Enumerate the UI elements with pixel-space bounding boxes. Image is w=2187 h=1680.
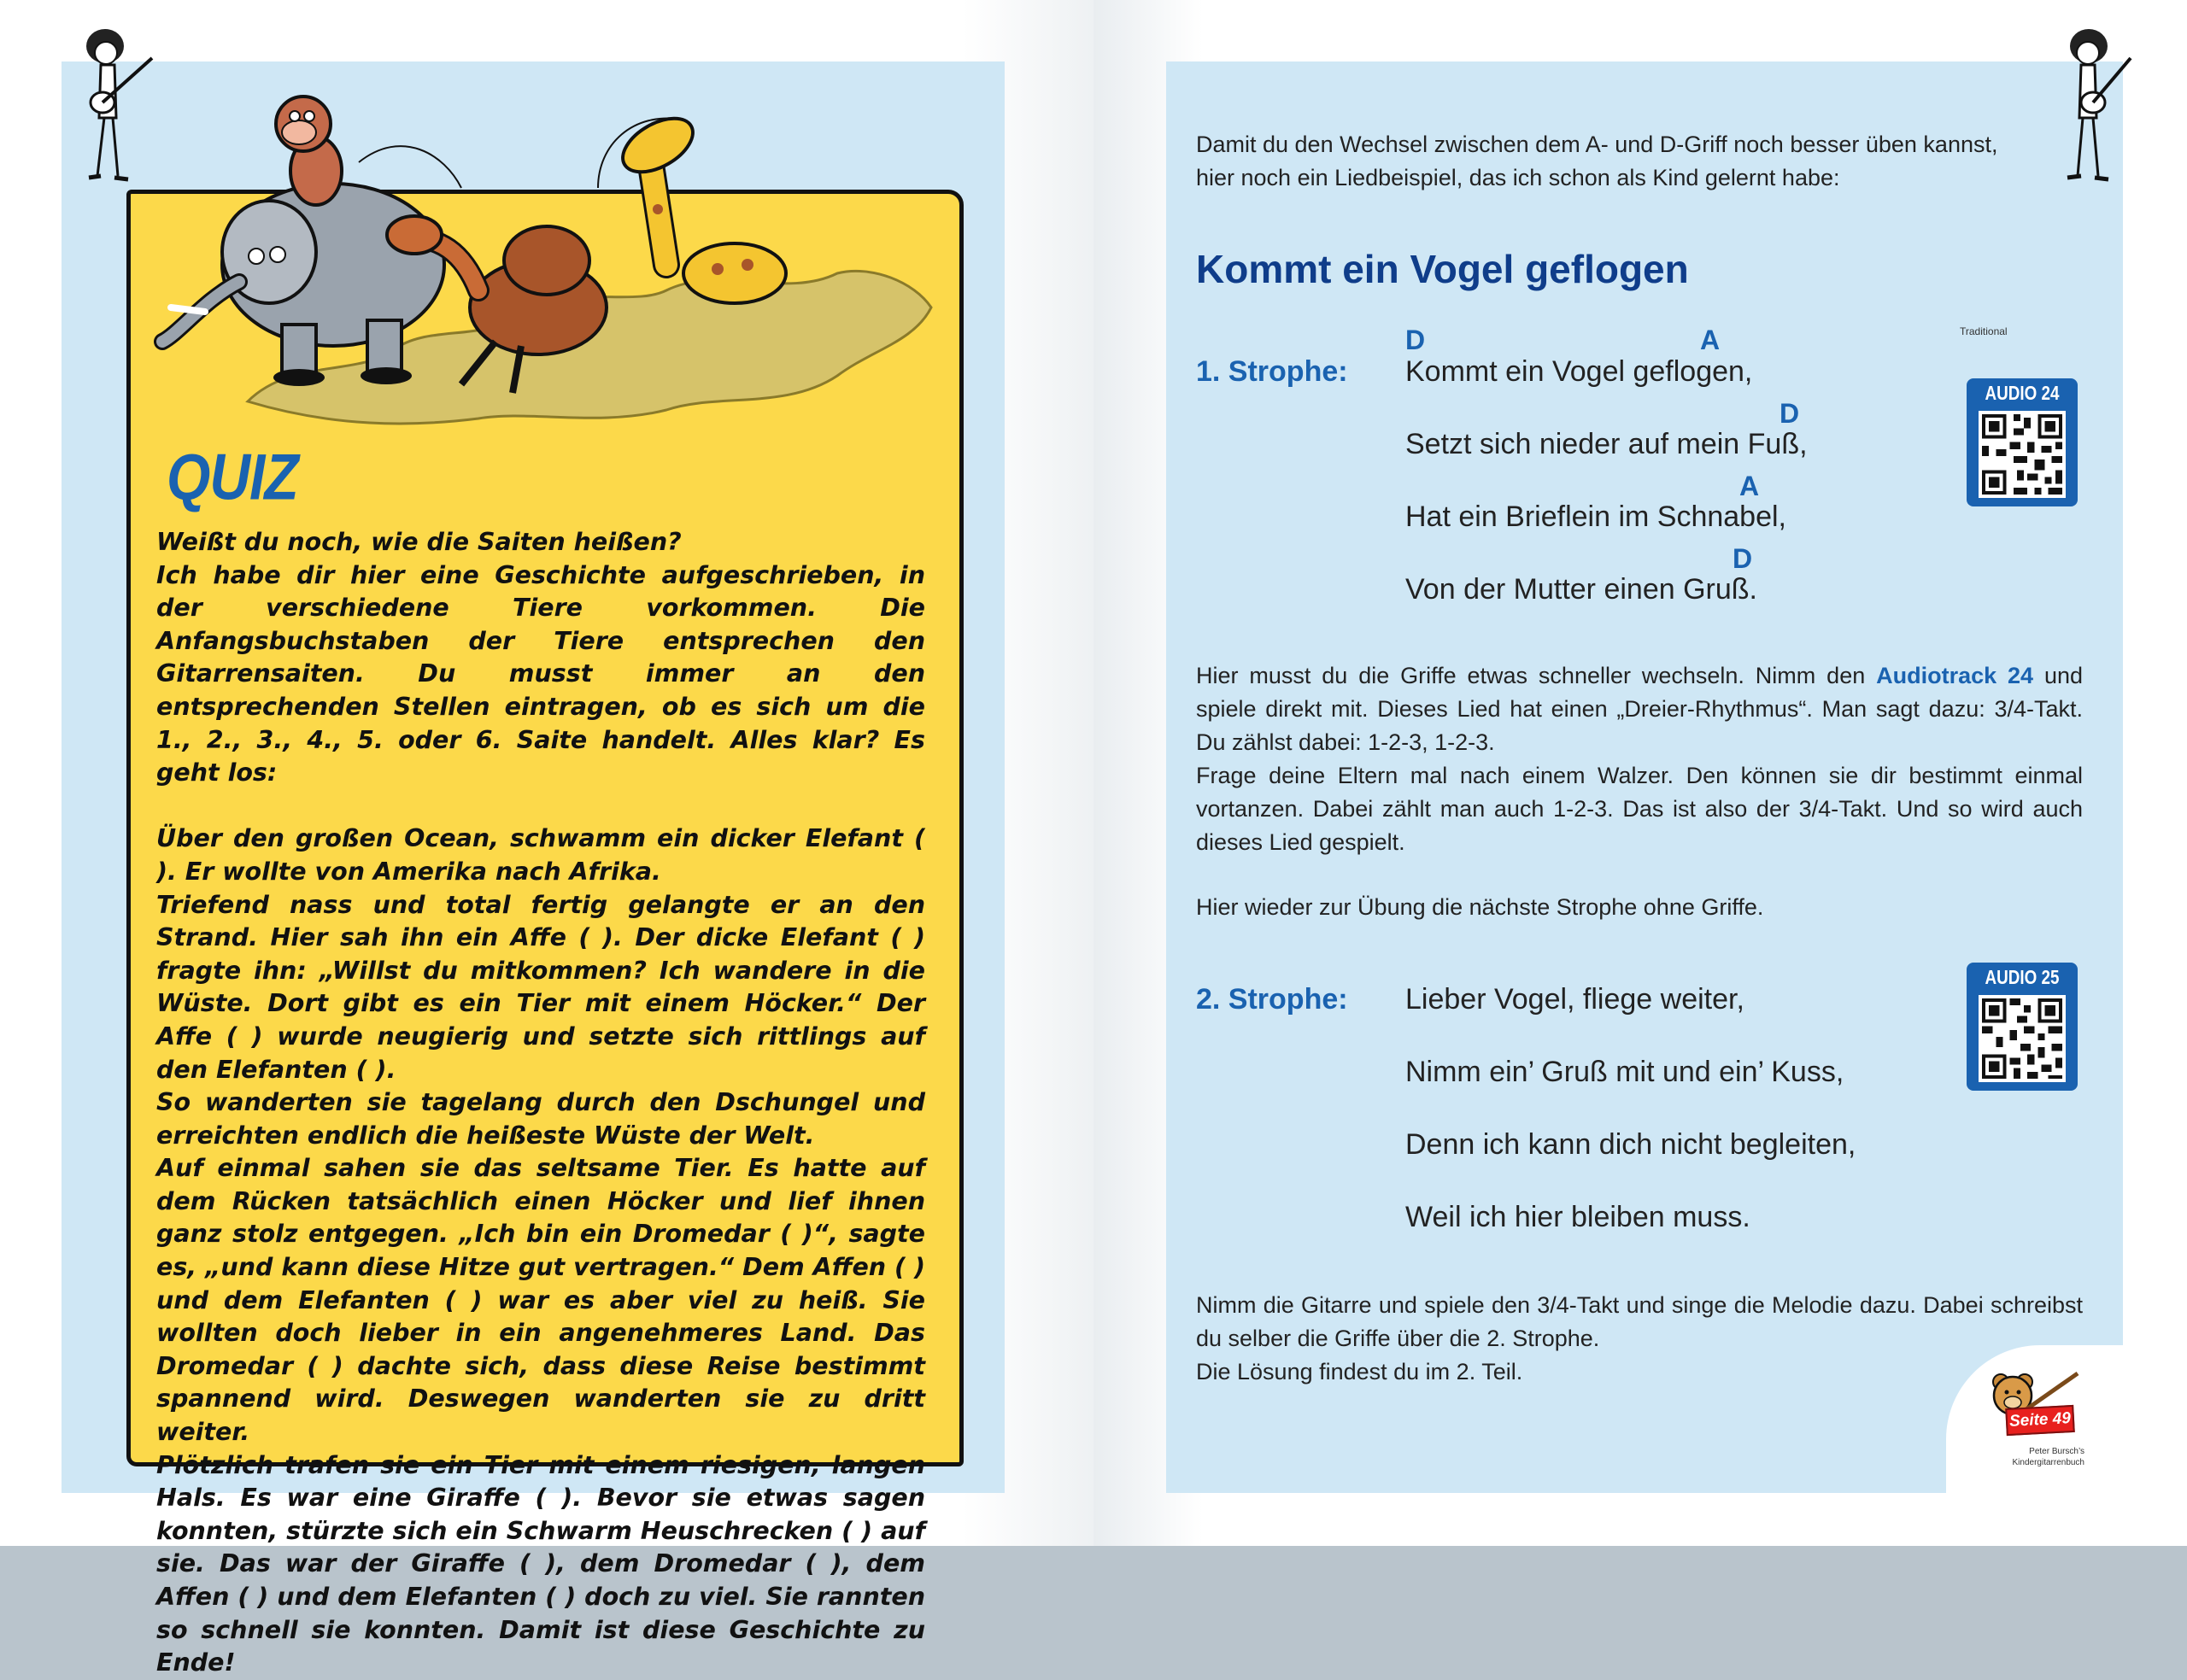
guitarist-illustration-right [2042, 24, 2136, 186]
exercise-paragraph: Hier wieder zur Übung die nächste Strophe ohne Griffe. [1196, 894, 1764, 920]
quiz-paragraph: Triefend nass und total fertig gelangte er an den Strand. Hier sah ihn ein Affe ( ). Der dicke Elefant ( ) fragte ihn: „Willst du mitkommen? Ich wandere in die Wüste. Dort gibt es ein Tier mit einem Höcker.“ Der Affe ( ) wurde neugierig und setzte sich rittlings auf den Elefanten ( ). [156, 890, 925, 1084]
song-title: Kommt ein Vogel geflogen [1196, 247, 1689, 291]
quiz-story [156, 526, 925, 1680]
strophe-2-label: 2. Strophe: [1196, 983, 1348, 1016]
chord-label: D [1733, 543, 1753, 574]
intro-paragraph: Damit du den Wechsel zwischen dem A- und D-Griff noch besser üben kannst, hier noch ein Liedbeispiel, das ich schon als Kind gelernt habe: [1196, 132, 1998, 190]
page-number-text: Seite 49 [2008, 1409, 2072, 1431]
lyric-line: Lieber Vogel, fliege weiter, [1405, 983, 1744, 1016]
quiz-title: QUIZ [167, 440, 298, 513]
lyric-line: Hat ein Brieflein im Schnabel, [1405, 500, 1787, 533]
quiz-paragraph: Weißt du noch, wie die Saiten heißen? [156, 528, 682, 556]
instruction-text: Hier musst du die Griffe etwas schneller wechseln. Nimm den [1196, 663, 1877, 688]
chord-label: D [1405, 325, 1426, 355]
instruction-paragraph [1196, 659, 2083, 859]
lyric-line: Setzt sich nieder auf mein Fuß, [1405, 428, 1808, 460]
book-credit [1991, 1446, 2084, 1468]
page-number-badge [2005, 1405, 2075, 1436]
quiz-paragraph: Über den großen Ocean, schwamm ein dicker Elefant ( ). Er wollte von Amerika nach Afrika. [156, 824, 925, 886]
instruction-text: und spiele direkt mit. Dieses Lied hat einen „Dreier-Rhythmus“. Man sagt dazu: 3/4-Takt. Du zählst dabei: 1-2-3, 1-2-3. [1196, 663, 2083, 755]
quiz-paragraph-gap [156, 790, 925, 823]
lyric-line: Nimm ein’ Gruß mit und ein’ Kuss, [1405, 1056, 1844, 1088]
quiz-paragraph: Auf einmal sahen sie das seltsame Tier. Es hatte auf dem Rücken tatsächlich einen Höcker und lief ihnen ganz stolz entgegen. „Ich bin ein Dromedar ( )“, sagte es, „und kann diese Hitze gut vertragen.“ Dem Affen ( ) und dem Elefanten ( ) war es aber viel zu heiß. Sie wollten doch lieber in ein angenehmeres Land. Das Dromedar ( ) dachte sich, dass diese Reise bestimmt spannend wird. Deswegen wanderten sie zu dritt weiter. [156, 1154, 925, 1447]
outro-text: Nimm die Gitarre und spiele den 3/4-Takt und singe die Melodie dazu. Dabei schreibst du selber die Griffe über die 2. Strophe. [1196, 1292, 2083, 1351]
quiz-paragraph: Plötzlich trafen sie ein Tier mit einem riesigen, langen Hals. Es war eine Giraffe ( ). Bevor sie etwas sagen konnten, stürzte sich ein Schwarm Heuschrecken ( ) auf sie. Das war der Giraffe ( ), dem Dromedar ( ), dem Affen ( ) und dem Elefanten ( ) doch zu viel. Sie rannten so schnell sie konnten. Damit ist diese Geschichte zu Ende! [156, 1450, 925, 1677]
quiz-paragraph: So wanderten sie tagelang durch den Dschungel und erreichten endlich die heißeste Wüste der Welt. [156, 1088, 925, 1150]
audio-24-label: AUDIO 24 [1985, 382, 2060, 404]
animals-illustration [120, 51, 965, 436]
audiotrack-link[interactable]: Audiotrack 24 [1876, 663, 2034, 688]
audio-24-qr-card[interactable] [1967, 378, 2078, 506]
lyric-line: Denn ich kann dich nicht begleiten, [1405, 1128, 1856, 1161]
qr-code-icon [1979, 411, 2066, 498]
song-credit: Traditional [1960, 325, 2008, 337]
quiz-paragraph: Ich habe dir hier eine Geschichte aufgeschrieben, in der verschiedene Tiere vorkommen. Die Anfangsbuchstaben der Tiere entsprechen den Gitarrensaiten. Du musst immer an den entsprechenden Stellen eintragen, ob es sich um die 1., 2., 3., 4., 5. oder 6. Saite handelt. Alles klar? Es geht los: [156, 560, 925, 787]
instruction-text: Frage deine Eltern mal nach einem Walzer. Den können sie dir bestimmt einmal vortanzen. Dabei zählt man auch 1-2-3. Das ist also der 3/4-Takt. Und so wird auch dieses Lied gespielt. [1196, 763, 2083, 855]
audio-25-label: AUDIO 25 [1985, 966, 2060, 988]
audio-25-qr-card[interactable] [1967, 963, 2078, 1091]
outro-paragraph [1196, 1289, 2083, 1389]
credit-line: Kindergitarrenbuch [2012, 1458, 2084, 1467]
chord-label: D [1780, 398, 1800, 429]
qr-code-icon [1979, 995, 2066, 1082]
credit-line: Peter Bursch’s [2029, 1447, 2084, 1456]
lyric-line: Weil ich hier bleiben muss. [1405, 1201, 1750, 1233]
outro-text: Die Lösung findest du im 2. Teil. [1196, 1359, 1523, 1384]
strophe-1-label: 1. Strophe: [1196, 355, 1348, 388]
chord-label: A [1739, 471, 1760, 501]
lyric-line: Kommt ein Vogel geflogen, [1405, 355, 1753, 388]
chord-label: A [1700, 325, 1721, 355]
lyric-line: Von der Mutter einen Gruß. [1405, 573, 1757, 606]
